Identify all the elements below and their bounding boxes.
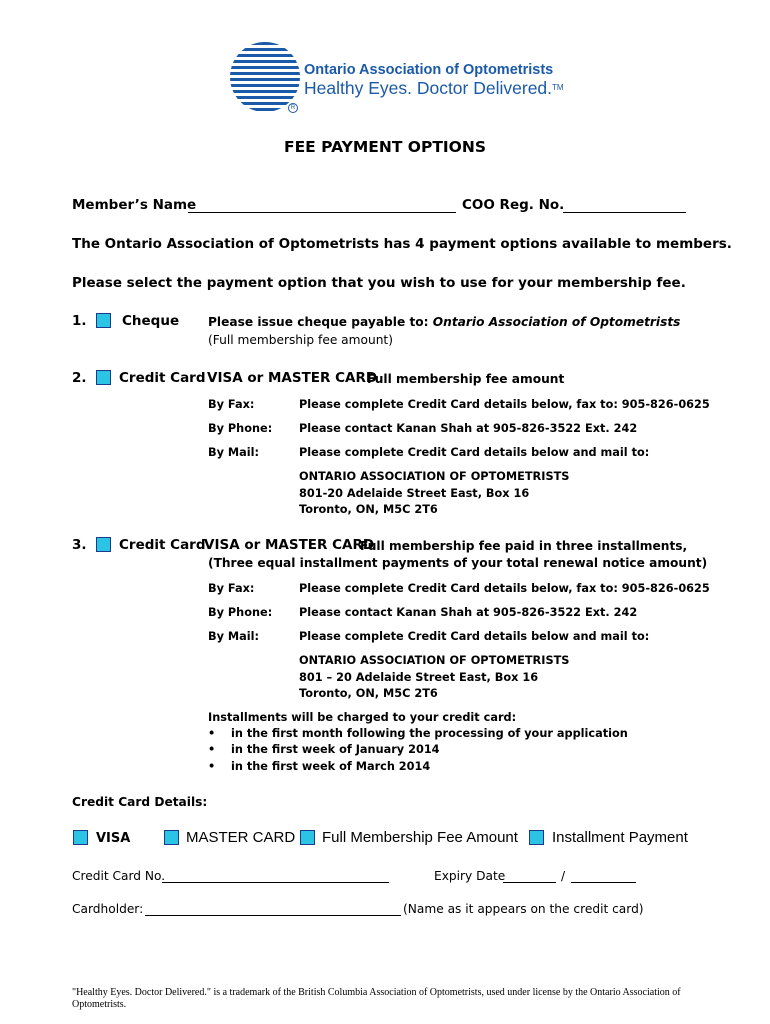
cardholder-label: Cardholder:: [72, 902, 144, 916]
option1-payee: Ontario Association of Optometrists: [432, 315, 681, 329]
option3-fax-text: Please complete Credit Card details below, fax to: 905-826-0625: [299, 582, 710, 595]
full-fee-label: Full Membership Fee Amount: [322, 829, 518, 846]
option2-checkbox[interactable]: [96, 370, 111, 385]
option2-phone-label: By Phone:: [208, 422, 273, 435]
option2-mail-text: Please complete Credit Card details below and mail to:: [299, 446, 650, 459]
cc-heading: Credit Card Details:: [72, 795, 208, 809]
option2-address-line2: 801-20 Adelaide Street East, Box 16: [299, 487, 530, 500]
installment-checkbox[interactable]: [529, 830, 544, 845]
page-title: FEE PAYMENT OPTIONS: [284, 138, 486, 156]
intro-options: The Ontario Association of Optometrists has 4 payment options available to members.: [72, 236, 732, 252]
coo-reg-field[interactable]: [563, 212, 686, 213]
option1-note: (Full membership fee amount): [208, 333, 393, 347]
intro-select: Please select the payment option that you wish to use for your membership fee.: [72, 275, 686, 291]
installment-text: in the first week of March 2014: [231, 760, 431, 773]
option2-phone-text: Please contact Kanan Shah at 905-826-3522 Ext. 242: [299, 422, 638, 435]
expiry-month-field[interactable]: [503, 882, 556, 883]
installment-item: • in the first week of January 2014: [208, 743, 440, 756]
option2-address-line3: Toronto, ON, M5C 2T6: [299, 503, 438, 516]
option2-label: Credit Card: [119, 370, 206, 386]
option2-fax-label: By Fax:: [208, 398, 255, 411]
member-name-field[interactable]: [188, 212, 456, 213]
option1-label: Cheque: [122, 313, 180, 329]
trademark-footer: "Healthy Eyes. Doctor Delivered." is a trademark of the British Columbia Association of Optometrists, used under license by the Ontario Association of Optometrists.: [72, 987, 681, 1010]
option3-phone-text: Please contact Kanan Shah at 905-826-3522 Ext. 242: [299, 606, 638, 619]
option3-fax-label: By Fax:: [208, 582, 255, 595]
logo-text: [304, 62, 564, 98]
expiry-year-field[interactable]: [571, 882, 636, 883]
member-name-label: Member’s Name: [72, 197, 197, 213]
card-number-field[interactable]: [162, 882, 389, 883]
option1-number: 1.: [72, 313, 87, 329]
trademark-mark: TM: [552, 83, 564, 92]
option3-desc: Full membership fee paid in three installments,: [360, 539, 688, 553]
option3-label: Credit Card: [119, 537, 206, 553]
option3-address-line1: ONTARIO ASSOCIATION OF OPTOMETRISTS: [299, 654, 570, 667]
option3-mail-label: By Mail:: [208, 630, 260, 643]
option3-desc2: (Three equal installment payments of your total renewal notice amount): [208, 556, 708, 570]
coo-reg-label: COO Reg. No.: [462, 197, 565, 213]
installment-item: • in the first month following the processing of your application: [208, 727, 628, 740]
option2-number: 2.: [72, 370, 87, 386]
cardholder-note: (Name as it appears on the credit card): [403, 902, 644, 916]
installment-text: in the first week of January 2014: [231, 743, 440, 756]
option3-card-types: VISA or MASTER CARD: [204, 537, 375, 553]
option3-number: 3.: [72, 537, 87, 553]
installment-label: Installment Payment: [552, 829, 688, 846]
option1-checkbox[interactable]: [96, 313, 111, 328]
card-number-label: Credit Card No.: [72, 869, 166, 883]
option3-mail-text: Please complete Credit Card details below and mail to:: [299, 630, 650, 643]
tagline: [304, 78, 564, 98]
option2-address-line1: ONTARIO ASSOCIATION OF OPTOMETRISTS: [299, 470, 570, 483]
option2-mail-label: By Mail:: [208, 446, 260, 459]
visa-checkbox[interactable]: [73, 830, 88, 845]
mastercard-checkbox[interactable]: [164, 830, 179, 845]
installment-text: in the first month following the processing of your application: [231, 727, 628, 740]
tagline-text: Healthy Eyes. Doctor Delivered.: [304, 78, 553, 98]
option2-fax-text: Please complete Credit Card details below, fax to: 905-826-0625: [299, 398, 710, 411]
registered-mark: R: [288, 103, 298, 113]
option1-instruction: [208, 315, 680, 329]
option3-checkbox[interactable]: [96, 537, 111, 552]
mastercard-label: MASTER CARD: [186, 829, 296, 846]
option2-desc: Full membership fee amount: [367, 372, 565, 386]
full-fee-checkbox[interactable]: [300, 830, 315, 845]
option1-prefix: Please issue cheque payable to:: [208, 315, 429, 329]
visa-label: VISA: [96, 831, 131, 846]
option2-card-types: VISA or MASTER CARD: [207, 370, 378, 386]
org-name: Ontario Association of Optometrists: [304, 62, 554, 78]
expiry-separator: /: [561, 869, 566, 883]
cardholder-field[interactable]: [145, 915, 401, 916]
option3-address-line3: Toronto, ON, M5C 2T6: [299, 687, 438, 700]
option3-phone-label: By Phone:: [208, 606, 273, 619]
installment-item: • in the first week of March 2014: [208, 760, 431, 773]
option3-address-line2: 801 – 20 Adelaide Street East, Box 16: [299, 671, 539, 684]
installments-heading: Installments will be charged to your credit card:: [208, 711, 517, 724]
expiry-label: Expiry Date: [434, 869, 506, 883]
